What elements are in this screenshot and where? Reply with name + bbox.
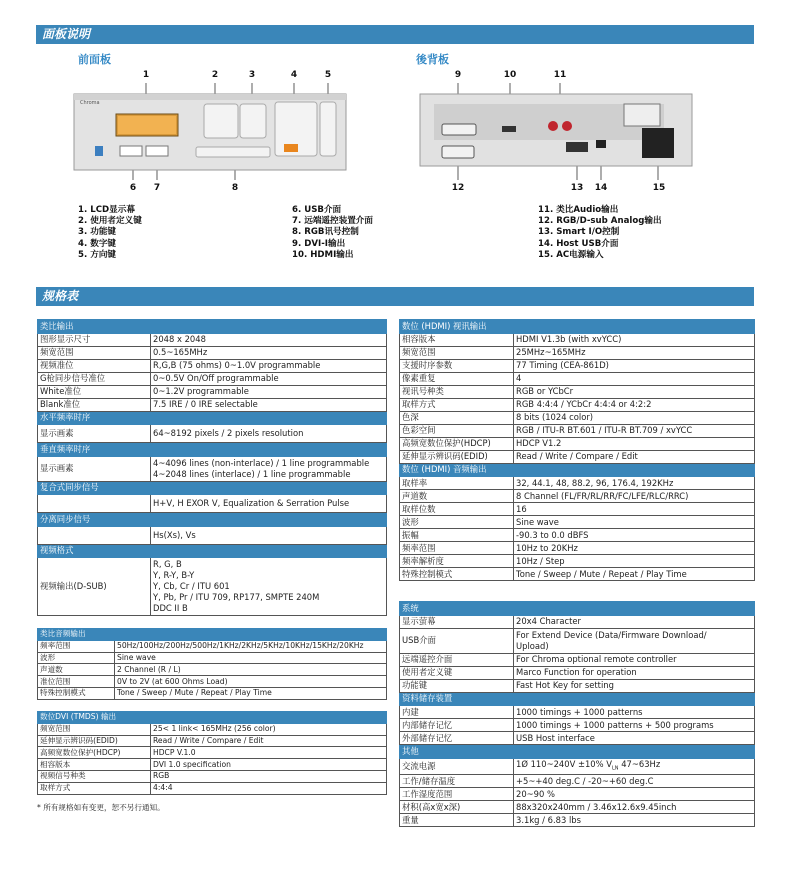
spec-value-text: USB Host interface bbox=[516, 732, 595, 743]
spec-value bbox=[115, 640, 387, 652]
spec-value bbox=[151, 385, 387, 398]
section-header-label: 类比音频输出 bbox=[38, 629, 387, 641]
table-row bbox=[400, 477, 755, 490]
dvi-output-table bbox=[37, 711, 387, 795]
spec-value-text: Marco Function for operation bbox=[516, 667, 637, 677]
section-header-label: 复合式同步信号 bbox=[38, 481, 387, 495]
spec-key: 声道数 bbox=[38, 664, 115, 676]
spec-value-line: For Extend Device (Data/Firmware Download/ bbox=[516, 629, 707, 640]
spec-value-text: 2048 x 2048 bbox=[153, 334, 206, 344]
section-header-label: 类比输出 bbox=[38, 320, 387, 334]
table-row bbox=[38, 640, 387, 652]
spec-value-text: 88x320x240mm / 3.46x12.6x9.45inch bbox=[516, 801, 677, 812]
spec-value bbox=[514, 385, 755, 398]
table-section-header bbox=[38, 712, 387, 724]
spec-value bbox=[115, 652, 387, 664]
table-section-header bbox=[38, 513, 387, 527]
spec-value bbox=[514, 732, 755, 745]
spec-key bbox=[38, 526, 151, 544]
legend-item: 6. USB介面 bbox=[292, 205, 342, 215]
spec-value-text: H+V, H EXOR V, Equalization & Serration Pulse bbox=[153, 498, 350, 508]
spec-key: 特殊控制模式 bbox=[400, 568, 514, 581]
spec-value-text: 20~90 % bbox=[516, 788, 555, 799]
spec-value-text: 1000 timings + 1000 patterns bbox=[516, 706, 643, 717]
spec-key: 振幅 bbox=[400, 529, 514, 542]
table-section-header bbox=[38, 629, 387, 641]
spec-key: 工作湿度范围 bbox=[400, 788, 514, 801]
spec-key: 频宽范围 bbox=[38, 346, 151, 359]
table-row bbox=[400, 411, 755, 424]
spec-key bbox=[38, 495, 151, 513]
table-row bbox=[400, 503, 755, 516]
spec-key: 使用者定义键 bbox=[400, 666, 514, 679]
spec-value-text: 7.5 IRE / 0 IRE selectable bbox=[153, 399, 258, 409]
spec-value-line: Y, R-Y, B-Y bbox=[153, 570, 195, 580]
table-row bbox=[400, 346, 755, 359]
spec-value bbox=[151, 759, 387, 771]
spec-value bbox=[514, 529, 755, 542]
section-header-label: 水平频率时序 bbox=[38, 411, 387, 425]
table-section-header bbox=[400, 692, 755, 706]
spec-value bbox=[151, 346, 387, 359]
spec-value-text: HDCP V.1.0 bbox=[153, 747, 196, 757]
callout-3: 3 bbox=[248, 70, 256, 80]
spec-value bbox=[514, 450, 755, 463]
spec-key: 延伸显示辨识码(EDID) bbox=[38, 735, 151, 747]
spec-value-text: 8 bits (1024 color) bbox=[516, 412, 594, 422]
spec-value-text: 25< 1 link< 165MHz (256 color) bbox=[153, 724, 276, 734]
spec-value-text: 25MHz~165MHz bbox=[516, 347, 586, 357]
spec-key: 特殊控制模式 bbox=[38, 687, 115, 699]
analog-output-table bbox=[37, 319, 387, 616]
spec-value-text: -90.3 to 0.0 dBFS bbox=[516, 529, 589, 540]
legend-item: 7. 远端遥控装置介面 bbox=[292, 216, 373, 227]
spec-value bbox=[151, 526, 387, 544]
table-section-header bbox=[400, 602, 755, 616]
spec-value-subscript: LN bbox=[612, 765, 619, 772]
spec-value bbox=[514, 758, 755, 775]
spec-key: 准位范围 bbox=[38, 676, 115, 688]
spec-value bbox=[514, 333, 755, 346]
table-row bbox=[38, 723, 387, 735]
spec-value bbox=[514, 653, 755, 666]
table-row bbox=[38, 782, 387, 794]
spec-key: 像素重复 bbox=[400, 372, 514, 385]
table-row bbox=[38, 425, 387, 443]
spec-key: 相容版本 bbox=[400, 333, 514, 346]
spec-key: White准位 bbox=[38, 385, 151, 398]
spec-value-text: HDMI V1.3b (with xvYCC) bbox=[516, 334, 622, 344]
section-header-label: 视频格式 bbox=[38, 544, 387, 558]
spec-key: 材积(高x宽x深) bbox=[400, 801, 514, 814]
spec-value bbox=[514, 490, 755, 503]
spec-value bbox=[514, 775, 755, 788]
spec-value-text: 4 bbox=[516, 373, 522, 383]
spec-value-text: 4:4:4 bbox=[153, 783, 173, 793]
spec-key: 视频准位 bbox=[38, 359, 151, 372]
spec-value bbox=[514, 372, 755, 385]
table-row bbox=[38, 385, 387, 398]
spec-value bbox=[151, 735, 387, 747]
spec-value bbox=[115, 687, 387, 699]
table-row bbox=[38, 664, 387, 676]
spec-key: 工作/储存温度 bbox=[400, 775, 514, 788]
spec-key: 频率解析度 bbox=[400, 555, 514, 568]
table-row bbox=[400, 555, 755, 568]
table-row bbox=[400, 568, 755, 581]
table-row bbox=[400, 615, 755, 628]
rear-panel-image bbox=[416, 80, 696, 185]
table-row bbox=[400, 775, 755, 788]
legend-item: 15. AC电源输入 bbox=[538, 249, 604, 260]
table-row bbox=[400, 706, 755, 719]
spec-value-line: Upload) bbox=[516, 640, 549, 651]
spec-value bbox=[115, 676, 387, 688]
spec-value-text: Fast Hot Key for setting bbox=[516, 680, 614, 690]
spec-value bbox=[514, 666, 755, 679]
spec-value-text: Tone / Sweep / Mute / Repeat / Play Time bbox=[516, 568, 687, 579]
spec-key: 显示画素 bbox=[38, 456, 151, 481]
spec-value-text: 50Hz/100Hz/200Hz/500Hz/1KHz/2KHz/5KHz/10KHz/15KHz/20KHz bbox=[117, 641, 364, 651]
spec-value bbox=[514, 801, 755, 814]
spec-key: 色深 bbox=[400, 411, 514, 424]
legend-item: 4. 数字键 bbox=[78, 238, 117, 249]
spec-key: 声道数 bbox=[400, 490, 514, 503]
table-row bbox=[38, 770, 387, 782]
spec-key: 图形显示尺寸 bbox=[38, 333, 151, 346]
spec-value-tail: 47~63Hz bbox=[618, 758, 661, 769]
spec-value-line: R, G, B bbox=[153, 559, 182, 569]
spec-key: 频率范围 bbox=[38, 640, 115, 652]
spec-value-line: Y, Pb, Pr / ITU 709, RP177, SMPTE 240M bbox=[153, 592, 320, 602]
spec-value bbox=[514, 788, 755, 801]
spec-key: 取样率 bbox=[400, 477, 514, 490]
hdmi-output-table bbox=[399, 319, 755, 581]
table-row bbox=[38, 333, 387, 346]
spec-value bbox=[151, 770, 387, 782]
spec-value bbox=[514, 719, 755, 732]
spec-key: 相容版本 bbox=[38, 759, 151, 771]
spec-value-text: 3.1kg / 6.83 lbs bbox=[516, 814, 581, 825]
spec-value-text: 2 Channel (R / L) bbox=[117, 664, 181, 674]
spec-value-text: 0~0.5V On/Off programmable bbox=[153, 373, 279, 383]
system-table bbox=[399, 601, 755, 827]
spec-value bbox=[151, 747, 387, 759]
table-row bbox=[400, 788, 755, 801]
spec-value bbox=[115, 664, 387, 676]
callout-7: 7 bbox=[153, 183, 161, 193]
spec-value-line: 4~2048 lines (interlace) / 1 line programmable bbox=[153, 468, 351, 479]
spec-key: 显示萤幕 bbox=[400, 615, 514, 628]
spec-value-text: For Chroma optional remote controller bbox=[516, 654, 677, 664]
table-row bbox=[38, 558, 387, 616]
spec-value bbox=[514, 503, 755, 516]
spec-value bbox=[151, 723, 387, 735]
spec-key: 波形 bbox=[38, 652, 115, 664]
table-row bbox=[400, 542, 755, 555]
spec-value-text: 8 Channel (FL/FR/RL/RR/FC/LFE/RLC/RRC) bbox=[516, 490, 689, 501]
legend-item: 14. Host USB介面 bbox=[538, 238, 619, 249]
spec-key: 视频信号种类 bbox=[38, 770, 151, 782]
spec-key: 交流电源 bbox=[400, 758, 514, 775]
legend-item: 3. 功能键 bbox=[78, 227, 117, 238]
legend-item: 13. Smart I/O控制 bbox=[538, 227, 620, 238]
spec-value bbox=[514, 424, 755, 437]
table-row bbox=[38, 687, 387, 699]
callout-6: 6 bbox=[129, 183, 137, 193]
table-row bbox=[400, 529, 755, 542]
spec-key: 取样位数 bbox=[400, 503, 514, 516]
table-row bbox=[38, 398, 387, 411]
spec-value bbox=[151, 333, 387, 346]
table-row bbox=[400, 758, 755, 775]
callout-10: 10 bbox=[503, 70, 517, 80]
spec-key: 取样方式 bbox=[38, 782, 151, 794]
table-row bbox=[38, 759, 387, 771]
spec-value-text: 1000 timings + 1000 patterns + 500 programs bbox=[516, 719, 714, 730]
spec-value bbox=[514, 814, 755, 827]
spec-value bbox=[514, 628, 755, 653]
spec-value-text: R,G,B (75 ohms) 0~1.0V programmable bbox=[153, 360, 321, 370]
callout-1: 1 bbox=[142, 70, 150, 80]
table-section-header bbox=[400, 745, 755, 759]
table-section-header bbox=[38, 481, 387, 495]
legend-item: 9. DVI-I输出 bbox=[292, 238, 346, 249]
table-row bbox=[400, 732, 755, 745]
table-row bbox=[400, 398, 755, 411]
spec-value-text: 10Hz / Step bbox=[516, 555, 565, 566]
callout-8: 8 bbox=[231, 183, 239, 193]
table-row bbox=[400, 359, 755, 372]
spec-value bbox=[151, 425, 387, 443]
callout-2: 2 bbox=[211, 70, 219, 80]
spec-value bbox=[514, 555, 755, 568]
spec-value-text: 10Hz to 20KHz bbox=[516, 542, 578, 553]
spec-key: 支援时序参数 bbox=[400, 359, 514, 372]
table-row bbox=[38, 676, 387, 688]
spec-value-text: Sine wave bbox=[516, 516, 559, 527]
table-row bbox=[38, 495, 387, 513]
spec-value-line: 4~4096 lines (non-interlace) / 1 line programmable bbox=[153, 457, 370, 468]
spec-value bbox=[514, 398, 755, 411]
spec-value bbox=[151, 495, 387, 513]
table-row bbox=[400, 490, 755, 503]
spec-value-text: 16 bbox=[516, 503, 527, 514]
table-row bbox=[400, 814, 755, 827]
legend-item: 2. 使用者定义键 bbox=[78, 216, 142, 227]
section-header-label: 垂直频率时序 bbox=[38, 443, 387, 457]
spec-value-line: DDC II B bbox=[153, 603, 188, 613]
spec-value-text: 0~1.2V programmable bbox=[153, 386, 249, 396]
spec-value-text: Tone / Sweep / Mute / Repeat / Play Time bbox=[117, 688, 272, 698]
table-section-header bbox=[38, 544, 387, 558]
spec-key: 色彩空间 bbox=[400, 424, 514, 437]
spec-value-text: 64~8192 pixels / 2 pixels resolution bbox=[153, 428, 304, 438]
section-header-label: 系统 bbox=[400, 602, 755, 616]
spec-value-text: 0.5~165MHz bbox=[153, 347, 208, 357]
spec-value bbox=[514, 346, 755, 359]
spec-key: 内建 bbox=[400, 706, 514, 719]
front-panel-title: 前面板 bbox=[78, 53, 111, 66]
spec-value bbox=[514, 542, 755, 555]
spec-value bbox=[514, 437, 755, 450]
section-header-label: 数位DVI (TMDS) 输出 bbox=[38, 712, 387, 724]
spec-section-bar: 规格表 bbox=[36, 287, 754, 306]
spec-value-text: 32, 44.1, 48, 88.2, 96, 176.4, 192KHz bbox=[516, 477, 674, 488]
spec-key: 内部储存记忆 bbox=[400, 719, 514, 732]
table-section-header bbox=[400, 463, 755, 477]
legend-item: 8. RGB讯号控制 bbox=[292, 227, 359, 238]
table-row bbox=[400, 653, 755, 666]
table-row bbox=[400, 516, 755, 529]
callout-14: 14 bbox=[594, 183, 608, 193]
spec-value bbox=[151, 782, 387, 794]
spec-value bbox=[514, 679, 755, 692]
table-row bbox=[400, 424, 755, 437]
spec-value-text: Read / Write / Compare / Edit bbox=[516, 451, 638, 461]
spec-value bbox=[514, 516, 755, 529]
table-row bbox=[38, 735, 387, 747]
spec-value-text: RGB or YCbCr bbox=[516, 386, 574, 396]
spec-key: 频宽范围 bbox=[400, 346, 514, 359]
rear-panel-title: 後背板 bbox=[416, 53, 449, 66]
table-row bbox=[38, 456, 387, 481]
spec-value-text: RGB bbox=[153, 771, 170, 781]
callout-13: 13 bbox=[570, 183, 584, 193]
spec-value bbox=[514, 615, 755, 628]
callout-9: 9 bbox=[454, 70, 462, 80]
spec-value bbox=[514, 568, 755, 581]
spec-value bbox=[514, 411, 755, 424]
table-row bbox=[38, 372, 387, 385]
table-row bbox=[400, 437, 755, 450]
spec-value-text: Hs(Xs), Vs bbox=[153, 529, 196, 540]
spec-value bbox=[151, 398, 387, 411]
spec-key: 远端遥控介面 bbox=[400, 653, 514, 666]
spec-value-text: RGB / ITU-R BT.601 / ITU-R BT.709 / xvYCC bbox=[516, 425, 693, 435]
legend-item: 10. HDMI输出 bbox=[292, 249, 354, 260]
table-row bbox=[38, 346, 387, 359]
section-header-label: 数位 (HDMI) 音频输出 bbox=[400, 463, 755, 477]
legend-item: 12. RGB/D-sub Analog输出 bbox=[538, 216, 662, 227]
spec-value-text: DVI 1.0 specification bbox=[153, 759, 231, 769]
table-row bbox=[400, 801, 755, 814]
spec-key: G枪同步信号准位 bbox=[38, 372, 151, 385]
spec-key: 视讯号种类 bbox=[400, 385, 514, 398]
spec-value-text: 0V to 2V (at 600 Ohms Load) bbox=[117, 676, 228, 686]
spec-value bbox=[514, 706, 755, 719]
callout-5: 5 bbox=[324, 70, 332, 80]
table-row bbox=[38, 747, 387, 759]
callout-11: 11 bbox=[553, 70, 567, 80]
front-brand-label: Chroma bbox=[80, 100, 100, 106]
table-row bbox=[400, 666, 755, 679]
spec-key: Blank准位 bbox=[38, 398, 151, 411]
spec-value-line: Y, Cb, Cr / ITU 601 bbox=[153, 581, 230, 591]
table-row bbox=[400, 628, 755, 653]
footnote: * 所有规格如有变更，恕不另行通知。 bbox=[37, 803, 165, 812]
spec-value-text: RGB 4:4:4 / YCbCr 4:4:4 or 4:2:2 bbox=[516, 399, 652, 409]
spec-value bbox=[151, 372, 387, 385]
front-panel-image bbox=[70, 80, 350, 185]
table-row bbox=[400, 333, 755, 346]
table-row bbox=[400, 450, 755, 463]
spec-key: 外部储存记忆 bbox=[400, 732, 514, 745]
section-header-label: 资料储存装置 bbox=[400, 692, 755, 706]
callout-4: 4 bbox=[290, 70, 298, 80]
spec-key: 视频输出(D-SUB) bbox=[38, 558, 151, 616]
callout-12: 12 bbox=[451, 183, 465, 193]
spec-value-text: 20x4 Character bbox=[516, 616, 581, 626]
legend-item: 1. LCD显示幕 bbox=[78, 205, 135, 215]
spec-value bbox=[151, 456, 387, 481]
spec-value-text: HDCP V1.2 bbox=[516, 438, 562, 448]
analog-audio-table bbox=[37, 628, 387, 700]
table-row bbox=[38, 359, 387, 372]
table-row bbox=[38, 526, 387, 544]
section-header-label: 分离同步信号 bbox=[38, 513, 387, 527]
callout-15: 15 bbox=[652, 183, 666, 193]
spec-key: 取样方式 bbox=[400, 398, 514, 411]
spec-key: 功能键 bbox=[400, 679, 514, 692]
table-row bbox=[400, 372, 755, 385]
legend-item: 5. 方向键 bbox=[78, 249, 117, 260]
spec-value bbox=[151, 359, 387, 372]
table-row bbox=[400, 385, 755, 398]
spec-key: USB介面 bbox=[400, 628, 514, 653]
spec-key: 重量 bbox=[400, 814, 514, 827]
spec-value bbox=[151, 558, 387, 616]
table-section-header bbox=[400, 320, 755, 334]
spec-value-text: +5~+40 deg.C / -20~+60 deg.C bbox=[516, 775, 654, 786]
spec-value bbox=[514, 477, 755, 490]
table-section-header bbox=[38, 411, 387, 425]
table-section-header bbox=[38, 443, 387, 457]
table-row bbox=[400, 679, 755, 692]
table-row bbox=[400, 719, 755, 732]
panel-section-bar: 面板说明 bbox=[36, 25, 754, 44]
spec-key: 显示画素 bbox=[38, 425, 151, 443]
spec-key: 频率范围 bbox=[400, 542, 514, 555]
spec-key: 延伸显示辨识码(EDID) bbox=[400, 450, 514, 463]
spec-key: 高频宽数位保护(HDCP) bbox=[38, 747, 151, 759]
section-header-label: 数位 (HDMI) 视讯输出 bbox=[400, 320, 755, 334]
spec-value-text: Sine wave bbox=[117, 652, 156, 662]
spec-value-text: 1Ø 110~240V ±10% V bbox=[516, 758, 612, 769]
spec-value-text: Read / Write / Compare / Edit bbox=[153, 735, 264, 745]
table-row bbox=[38, 652, 387, 664]
spec-value-text: 77 Timing (CEA-861D) bbox=[516, 360, 609, 370]
spec-key: 频宽范围 bbox=[38, 723, 151, 735]
legend-item: 11. 类比Audio输出 bbox=[538, 205, 619, 215]
spec-value bbox=[514, 359, 755, 372]
section-header-label: 其他 bbox=[400, 745, 755, 759]
spec-key: 波形 bbox=[400, 516, 514, 529]
spec-key: 高频宽数位保护(HDCP) bbox=[400, 437, 514, 450]
table-section-header bbox=[38, 320, 387, 334]
